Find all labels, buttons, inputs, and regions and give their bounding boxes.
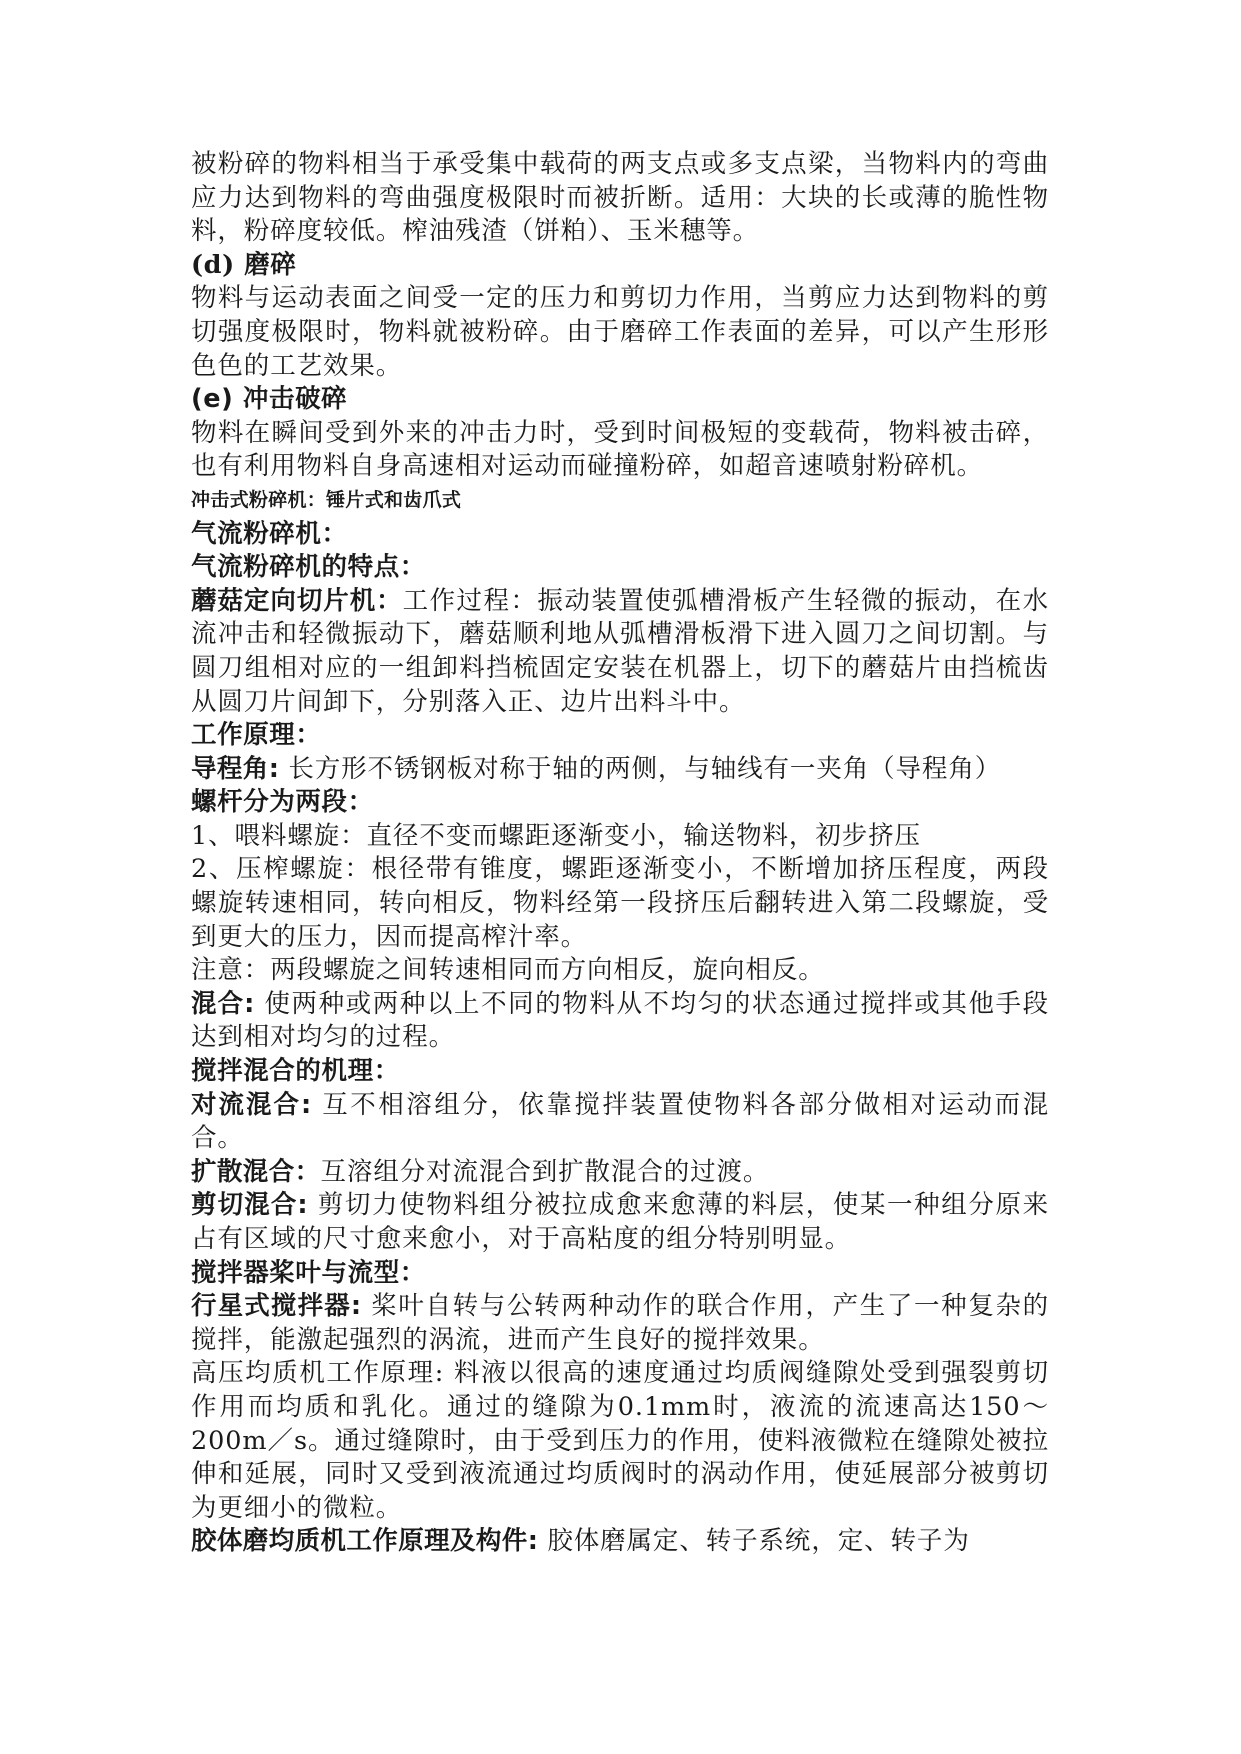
paragraph-shear-mixing (191, 1189, 1049, 1256)
paragraph-note: 注意：两段螺旋之间转速相同而方向相反，旋向相反。 (191, 955, 825, 986)
paragraph-mixing (191, 988, 1049, 1055)
heading-jet-mill: 气流粉碎机： (191, 518, 348, 549)
term-label: 对流混合: (191, 1089, 312, 1120)
term-label: 混合: (191, 988, 255, 1019)
paragraph-impact: 物料在瞬间受到外来的冲击力时，受到时间极短的变载荷，物料被击碎，也有利用物料自身高速相对运动而碰撞粉碎，如超音速喷射粉碎机。 (191, 417, 1049, 482)
term-body: 使两种或两种以上不同的物料从不均匀的状态通过搅拌或其他手段达到相对均匀的过程。 (191, 988, 1050, 1053)
term-label: 行星式搅拌器: (191, 1291, 362, 1322)
heading-label: 磨碎 (244, 249, 297, 280)
term-body: 剪切力使物料组分被拉成愈来愈薄的料层，使某一种组分原来占有区域的尺寸愈来愈小，对于高粘度的组分特别明显。 (191, 1190, 1050, 1254)
heading-impact: (e) 冲击破碎 (191, 384, 348, 415)
list-item-press-screw: 2、压榨螺旋：根径带有锥度，螺距逐渐变小，不断增加挤压程度，两段螺旋转速相同，转向相反，物料经第一段挤压后翻转进入第二段螺旋，受到更大的压力，因而提高榨汁率。 (191, 854, 1049, 952)
heading-grinding (191, 249, 1049, 283)
document-page (191, 148, 1049, 1559)
heading-mixing-mechanism: 搅拌混合的机理： (191, 1056, 400, 1087)
term-body: 胶体磨属定、转子系统，定、转子为 (538, 1526, 970, 1557)
paragraph-colloid-mill (191, 1525, 1049, 1559)
term-body: 桨叶自转与公转两种动作的联合作用，产生了一种复杂的搅拌，能激起强烈的涡流，进而产生良好的搅拌效果。 (191, 1291, 1049, 1355)
heading-screw-sections: 螺杆分为两段： (191, 787, 374, 818)
heading-jet-mill-features: 气流粉碎机的特点： (191, 552, 426, 583)
term-label: 导程角: (191, 753, 280, 784)
term-body: 互溶组分对流混合到扩散混合的过渡。 (320, 1156, 770, 1187)
list-item-feed-screw: 1、喂料螺旋：直径不变而螺距逐渐变小，输送物料，初步挤压 (191, 820, 921, 851)
term-label: 胶体磨均质机工作原理及构件: (191, 1526, 539, 1557)
term-label: 剪切混合: (191, 1190, 309, 1221)
paragraph-homogenizer: 高压均质机工作原理: 料液以很高的速度通过均质阀缝隙处受到强裂剪切作用而均质和乳化。通过的缝隙为0.1mm时，液流的流速高达150～200m／s。通过缝隙时，由于受到压力的作用，使料液微粒在缝隙处被拉伸和延展，同时又受到液流通过均质阀时的涡动作用，使延展部分被剪切为更细小的微粒。 (191, 1358, 1049, 1523)
paragraph-planetary-mixer (191, 1290, 1049, 1357)
term-body: 长方形不锈钢板对称于轴的两侧，与轴线有一夹角（导程角） (279, 753, 1002, 784)
heading-impact-crusher: 冲击式粉碎机：锤片式和齿爪式 (191, 488, 462, 511)
paragraph-convective-mixing (191, 1089, 1049, 1156)
term-label: 扩散混合： (191, 1156, 321, 1187)
term-body: 工作过程：振动装置使弧槽滑板产生轻微的振动，在水流冲击和轻微振动下，蘑菇顺利地从弧槽滑板滑下进入圆刀之间切割。与圆刀组相对应的一组卸料挡梳固定安装在机器上，切下的蘑菇片由挡梳齿从圆刀片间卸下，分别落入正、边片出料斗中。 (191, 585, 1049, 717)
term-label: 蘑菇定向切片机： (191, 585, 403, 616)
heading-impeller-flow: 搅拌器桨叶与流型： (191, 1257, 426, 1288)
paragraph-diffusive-mixing (191, 1156, 1049, 1190)
term-body: 互不相溶组分，依靠搅拌装置使物料各部分做相对运动而混合。 (191, 1089, 1049, 1154)
heading-working-principle: 工作原理： (191, 720, 322, 751)
paragraph-bending: 被粉碎的物料相当于承受集中载荷的两支点或多支点梁，当物料内的弯曲应力达到物料的弯曲强度极限时而被折断。适用：大块的长或薄的脆性物料，粉碎度较低。榨油残渣（饼粕）、玉米穗等。 (191, 149, 1049, 247)
paragraph-grinding: 物料与运动表面之间受一定的压力和剪切力作用，当剪应力达到物料的剪切强度极限时，物料就被粉碎。由于磨碎工作表面的差异，可以产生形形色色的工艺效果。 (191, 283, 1049, 381)
paragraph-lead-angle (191, 753, 1049, 787)
paragraph-mushroom-slicer (191, 585, 1049, 719)
heading-prefix: (d) (191, 249, 235, 280)
